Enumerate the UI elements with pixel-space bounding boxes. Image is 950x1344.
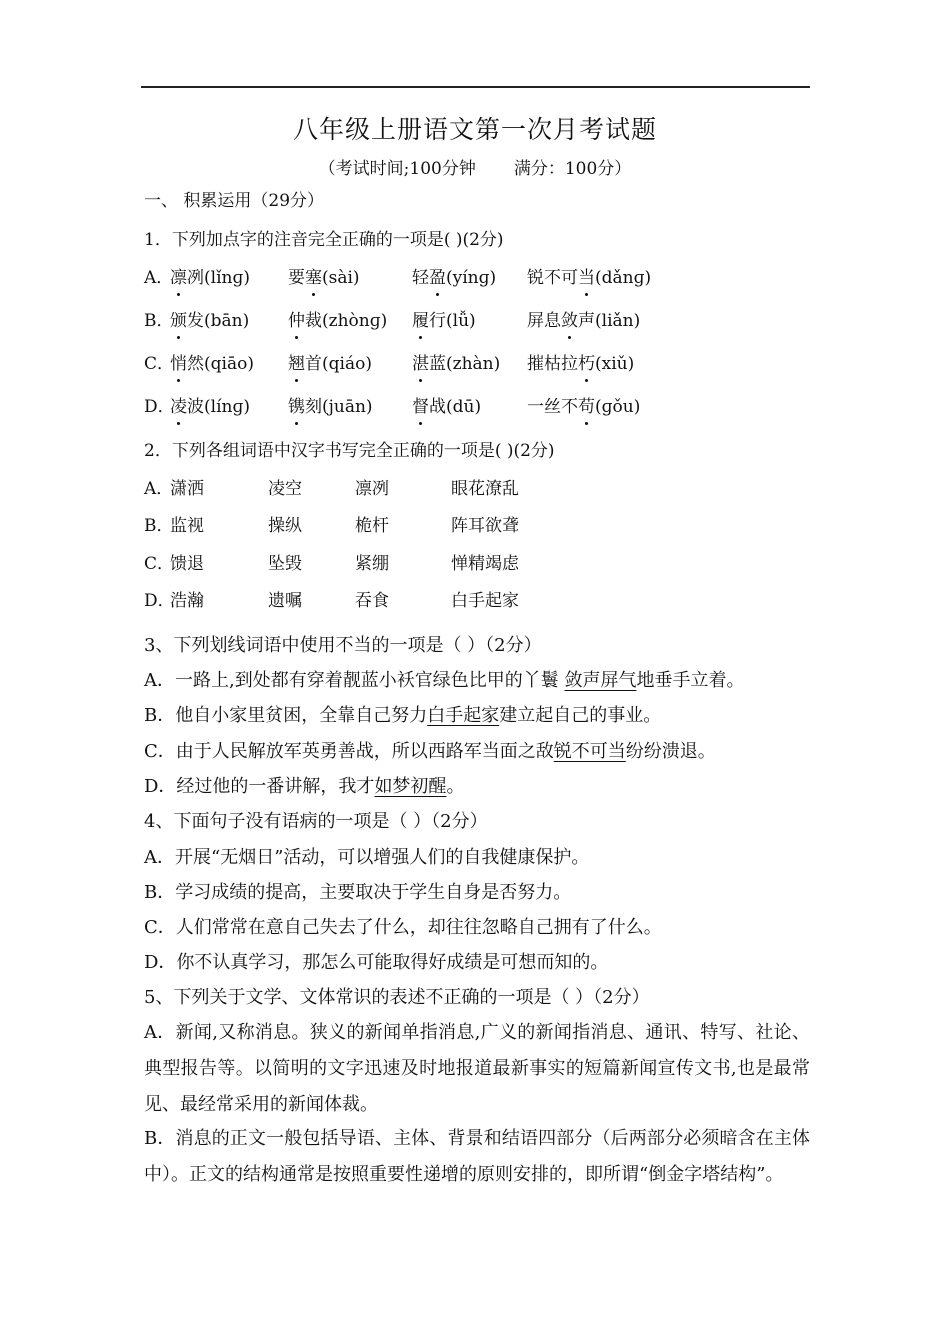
question-1-option-label: A． [144,268,174,288]
question-3-option-d: D．经过他的一番讲解，我才如梦初醒。 [144,776,465,797]
pinyin: (zhònɡ) [322,311,388,331]
pinyin-item [527,395,640,419]
question-4-option-d: D．你不认真学习，那怎么可能取得好成绩是可想而知的。 [144,952,609,973]
question-1-stem: 1．下列加点字的注音完全正确的一项是( )(2分) [144,230,504,250]
word: 镌刻 [288,397,322,417]
word-item: 白手起家 [451,591,519,611]
pinyin-item [288,352,372,376]
pinyin-item [412,395,481,419]
word: 履行 [412,311,446,331]
page-title: 八年级上册语文第一次月考试题 [292,115,657,144]
word: 轻盈 [412,268,446,288]
word-item: 阵耳欲聋 [451,516,519,536]
question-3-stem: 3、下列划线词语中使用不当的一项是（ ）（2分） [144,635,542,656]
pinyin: (dǎnɡ) [595,268,652,288]
pinyin-item [412,352,500,376]
pinyin: (xiǔ) [595,354,635,374]
emphasis-dot: 翘 [288,354,305,374]
question-3-option-a: A．一路上,到处都有穿着靓蓝小袄官绿色比甲的丫鬟 敛声屏气地垂手立着。 [144,670,745,691]
question-4-option-b: B．学习成绩的提高，主要取决于学生自身是否努力。 [144,882,572,903]
emphasis-dot: 盈 [429,268,446,288]
question-5-stem: 5、下列关于文学、文体常识的表述不正确的一项是（ ）（2分） [144,987,650,1008]
pinyin-item [288,395,373,419]
pinyin-item [412,266,496,290]
question-2-option-label: C． [144,554,175,574]
emphasis-dot: 敛 [561,311,578,331]
word-item: 操纵 [268,516,302,536]
emphasis-dot: 苟 [578,397,595,417]
exam-time: （考试时间;100分钟 [318,159,476,179]
question-2-option-label: D． [144,591,175,611]
word-item: 吞食 [355,591,389,611]
underlined-term: 锐不可当 [553,741,626,762]
word-item: 潇洒 [170,479,204,499]
pinyin: (qiāo) [204,354,254,374]
pinyin-item [288,266,360,290]
word: 凛冽 [170,268,204,288]
pinyin: (lǐnɡ) [204,268,250,288]
underlined-term: 敛声屏气 [564,670,637,691]
header-rule [141,86,810,88]
pinyin: (yínɡ) [446,268,497,288]
word: 颁发 [170,311,204,331]
question-1-option-label: D． [144,397,175,417]
question-1-option-label: C． [144,354,175,374]
word-item: 馈退 [170,554,204,574]
pinyin-item [527,309,640,333]
pinyin: (qiáo) [322,354,372,374]
emphasis-dot: 镌 [288,397,305,417]
exam-info [0,154,950,179]
question-3-option-c: C．由于人民解放军英勇善战，所以西路军当面之敌锐不可当纷纷溃退。 [144,741,716,762]
word-item: 紧绷 [355,554,389,574]
pinyin: (sài) [322,268,360,288]
word-item: 凛冽 [355,479,389,499]
question-2-option-label: A． [144,479,174,499]
pinyin-item [170,309,249,333]
emphasis-dot: 悄 [170,354,187,374]
emphasis-dot: 颁 [170,311,187,331]
pinyin-item [170,352,254,376]
underlined-term: 白手起家 [427,705,500,726]
word: 要塞 [288,268,322,288]
question-3-option-b: B．他自小家里贫困，全靠自己努力白手起家建立起自己的事业。 [144,705,662,726]
emphasis-dot: 督 [412,397,429,417]
pinyin-item [412,309,476,333]
question-1-option-label: B． [144,311,174,331]
pinyin: (liǎn) [595,311,641,331]
word-item: 桅杆 [355,516,389,536]
question-5-option-b: B．消息的正文一般包括导语、主体、背景和结语四部分（后两部分必须暗含在主体中）。正文的结构通常是按照重要性递增的原则安排的，即所谓“倒金字塔结构”。 [144,1128,810,1185]
word: 悄然 [170,354,204,374]
word: 翘首 [288,354,322,374]
pinyin-item [527,266,651,290]
word: 屏息敛声 [527,311,595,331]
pinyin-item [527,352,634,376]
question-2-option-label: B． [144,516,174,536]
pinyin: (juān) [322,397,373,417]
word-item: 遗嘱 [268,591,302,611]
word: 仲裁 [288,311,322,331]
emphasis-dot: 仲 [288,311,305,331]
pinyin: (ɡǒu) [595,397,641,417]
pinyin: (zhàn) [446,354,501,374]
word: 锐不可当 [527,268,595,288]
question-4-option-c: C．人们常常在意自己失去了什么，却往往忽略自己拥有了什么。 [144,917,662,938]
emphasis-dot: 凛 [170,268,187,288]
pinyin: (dū) [446,397,482,417]
emphasis-dot: 履 [412,311,429,331]
word-item: 浩瀚 [170,591,204,611]
pinyin: (línɡ) [204,397,250,417]
pinyin-item [170,266,250,290]
section-heading: 一、 积累运用（29分） [144,191,325,211]
emphasis-dot: 塞 [305,268,322,288]
word-item: 惮精竭虑 [451,554,519,574]
question-4-option-a: A．开展“无烟日”活动，可以增强人们的自我健康保护。 [144,847,590,868]
word-item: 监视 [170,516,204,536]
word: 摧枯拉朽 [527,354,595,374]
word: 凌波 [170,397,204,417]
pinyin: (bān) [204,311,250,331]
pinyin: (lǚ) [446,311,476,331]
emphasis-dot: 朽 [578,354,595,374]
word: 一丝不苟 [527,397,595,417]
word-item: 眼花潦乱 [451,479,519,499]
pinyin-item [170,395,250,419]
emphasis-dot: 湛 [412,354,429,374]
emphasis-dot: 凌 [170,397,187,417]
word: 督战 [412,397,446,417]
question-4-stem: 4、下面句子没有语病的一项是（ ）（2分） [144,811,488,832]
word-item: 凌空 [268,479,302,499]
question-2-stem: 2．下列各组词语中汉字书写完全正确的一项是( )(2分) [144,441,555,461]
word: 湛蓝 [412,354,446,374]
word-item: 坠毁 [268,554,302,574]
pinyin-item [288,309,387,333]
emphasis-dot: 当 [578,268,595,288]
exam-score: 满分：100分） [513,159,632,179]
question-5-option-a: A．新闻,又称消息。狭义的新闻单指消息,广义的新闻指消息、通讯、特写、社论、典型报告等。以简明的文字迅速及时地报道最新事实的短篇新闻宣传文书,也是最常见、最经常采用的新闻体裁。 [144,1022,810,1115]
underlined-term: 如梦初醒 [374,776,447,797]
